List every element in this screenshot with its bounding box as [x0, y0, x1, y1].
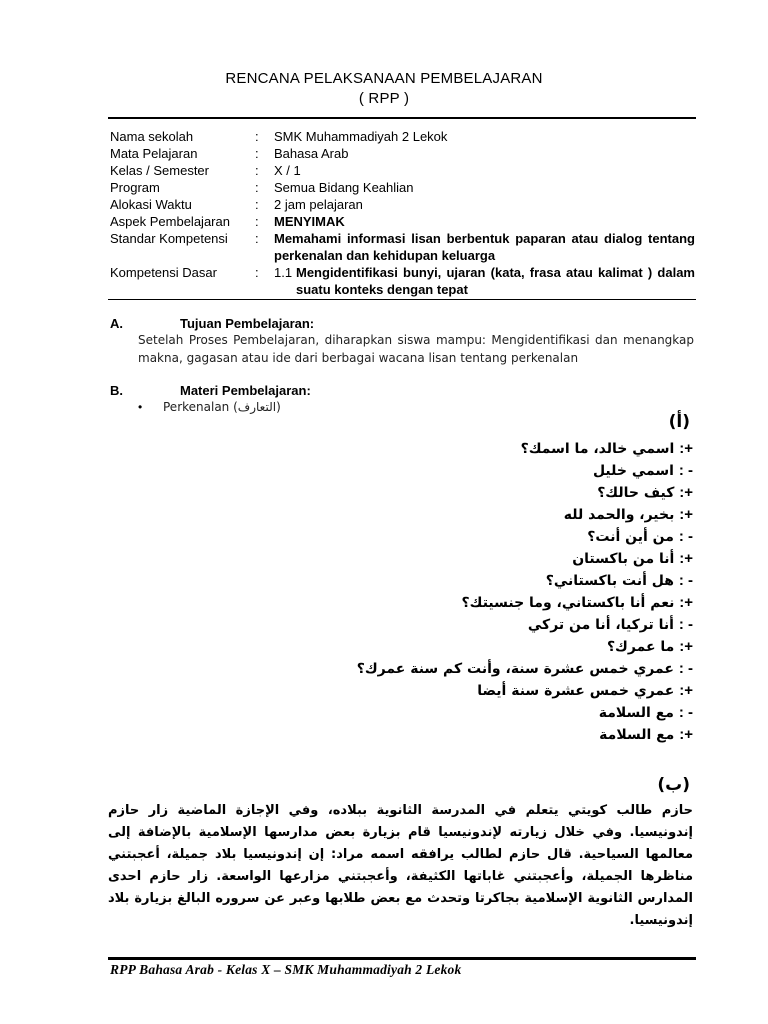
info-label: Kompetensi Dasar — [110, 265, 217, 280]
info-value: 2 jam pelajaran — [274, 197, 363, 212]
info-colon: : — [255, 214, 259, 229]
section-b-letter: B. — [110, 383, 123, 398]
info-colon: : — [255, 265, 259, 280]
dialog-text: نعم أنا باكستاني، وما جنسيتك؟ — [461, 595, 675, 611]
info-colon: : — [255, 197, 259, 212]
dialog-text: هل أنت باكستاني؟ — [545, 573, 674, 589]
dialog-line — [528, 614, 693, 636]
info-colon: : — [255, 163, 259, 178]
part-a-heading: (أ) — [668, 412, 690, 432]
dialog-line — [564, 504, 693, 526]
dialog-line — [462, 592, 693, 614]
speaker-mark: - : — [678, 572, 693, 589]
dialog-text: عمري خمس عشرة سنة أيضا — [477, 683, 675, 699]
dialog-text: عمري خمس عشرة سنة، وأنت كم سنة عمرك؟ — [356, 661, 674, 677]
dialog-text: بخير، والحمد لله — [563, 507, 675, 523]
dialog-line — [593, 460, 693, 482]
info-value: MENYIMAK — [274, 214, 345, 229]
info-value: SMK Muhammadiyah 2 Lekok — [274, 129, 448, 144]
info-colon: : — [255, 146, 259, 161]
speaker-mark: - : — [678, 528, 693, 545]
dialog-line — [357, 658, 693, 680]
dialog-text: اسمي خليل — [592, 463, 674, 479]
document-subtitle: ( RPP ) — [358, 90, 410, 107]
dialog-text: أنا من باكستان — [572, 551, 675, 567]
bullet-item: Perkenalan (التعارف) — [163, 400, 281, 414]
speaker-mark: +: — [679, 594, 693, 611]
speaker-mark: - : — [678, 616, 693, 633]
speaker-mark: +: — [679, 682, 693, 699]
dialog-line — [572, 548, 693, 570]
section-b-heading: Materi Pembelajaran: — [180, 383, 311, 398]
dialog-line — [546, 570, 693, 592]
dialog-line — [607, 636, 693, 658]
dialog-text: ما عمرك؟ — [606, 639, 675, 655]
info-value: X / 1 — [274, 163, 301, 178]
info-value: Semua Bidang Keahlian — [274, 180, 414, 195]
info-label: Aspek Pembelajaran — [110, 214, 230, 229]
info-label: Standar Kompetensi — [110, 231, 228, 246]
dialog-line — [599, 702, 693, 724]
section-a-heading: Tujuan Pembelajaran: — [180, 316, 315, 331]
info-colon: : — [255, 180, 259, 195]
info-label: Kelas / Semester — [110, 163, 209, 178]
top-rule — [108, 117, 696, 119]
info-colon: : — [255, 129, 259, 144]
page-footer: RPP Bahasa Arab - Kelas X – SMK Muhammadiyah 2 Lekok — [110, 962, 462, 977]
part-b-paragraph: حازم طالب كويتي يتعلم في المدرسة الثانوية ببلاده، وفي الإجازة الماضية زار حازم إندونيسيا. وفي خلال زيارته لإندونيسيا قام بزيارة بعض مدارسها الإسلامية بالإضافة إلى معالمها السياحية. قال حازم لطالب يرافقه اسمه مراد: إن إندونيسيا بلاد جميلة، أعجبتني مناظرها الجميلة، وأعجبتني غاباتها الكثيفة، وأعجبتني مزارعها الواسعة. زار حازم احدى المدارس الثانوية الإسلامية بجاكرتا وتحدث مع بعض طلابها وعبر عن سروره البالغ بزيارة بلاد إندونيسيا. — [108, 803, 693, 928]
dialog-text: من أين أنت؟ — [587, 529, 674, 545]
section-a-letter: A. — [110, 316, 123, 331]
speaker-mark: +: — [679, 484, 693, 501]
info-value: Memahami informasi lisan berbentuk paparan atau dialog tentang perkenalan dan kehidupan keluarga — [274, 231, 695, 263]
info-value: Bahasa Arab — [274, 146, 349, 161]
competence-text: Mengidentifikasi bunyi, ujaran (kata, frasa atau kalimat ) dalam suatu konteks dengan tepat — [296, 265, 695, 297]
dialog-text: أنا تركيا، أنا من تركي — [527, 617, 674, 633]
section-rule — [108, 299, 696, 300]
bullet-icon: • — [138, 400, 143, 414]
dialog-text: مع السلامة — [599, 727, 675, 743]
info-label: Mata Pelajaran — [110, 146, 198, 161]
dialog-line — [597, 482, 693, 504]
info-label: Nama sekolah — [110, 129, 194, 144]
dialog-line — [477, 680, 693, 702]
info-label: Program — [110, 180, 160, 195]
speaker-mark: +: — [679, 440, 693, 457]
speaker-mark: - : — [678, 660, 693, 677]
document-title: RENCANA PELAKSANAAN PEMBELAJARAN — [225, 70, 543, 87]
dialog-line — [599, 724, 693, 746]
dialog-text: مع السلامة — [598, 705, 674, 721]
section-a-body: Setelah Proses Pembelajaran, diharapkan siswa mampu: Mengidentifikasi dan menangkap makna, gagasan atau ide dari berbagai wacana lisan tentang perkenalan — [138, 333, 694, 365]
dialog-text: كيف حالك؟ — [597, 485, 675, 501]
footer-rule — [108, 957, 696, 960]
speaker-mark: +: — [679, 638, 693, 655]
part-b-heading: (ب) — [657, 775, 690, 795]
speaker-mark: - : — [678, 462, 693, 479]
speaker-mark: +: — [679, 726, 693, 743]
speaker-mark: +: — [679, 550, 693, 567]
info-label: Alokasi Waktu — [110, 197, 192, 212]
dialog-line — [521, 438, 693, 460]
dialog-text: اسمي خالد، ما اسمك؟ — [520, 441, 675, 457]
speaker-mark: +: — [679, 506, 693, 523]
competence-number: 1.1 — [274, 265, 293, 280]
info-colon: : — [255, 231, 259, 246]
dialog-line — [587, 526, 693, 548]
speaker-mark: - : — [678, 704, 693, 721]
